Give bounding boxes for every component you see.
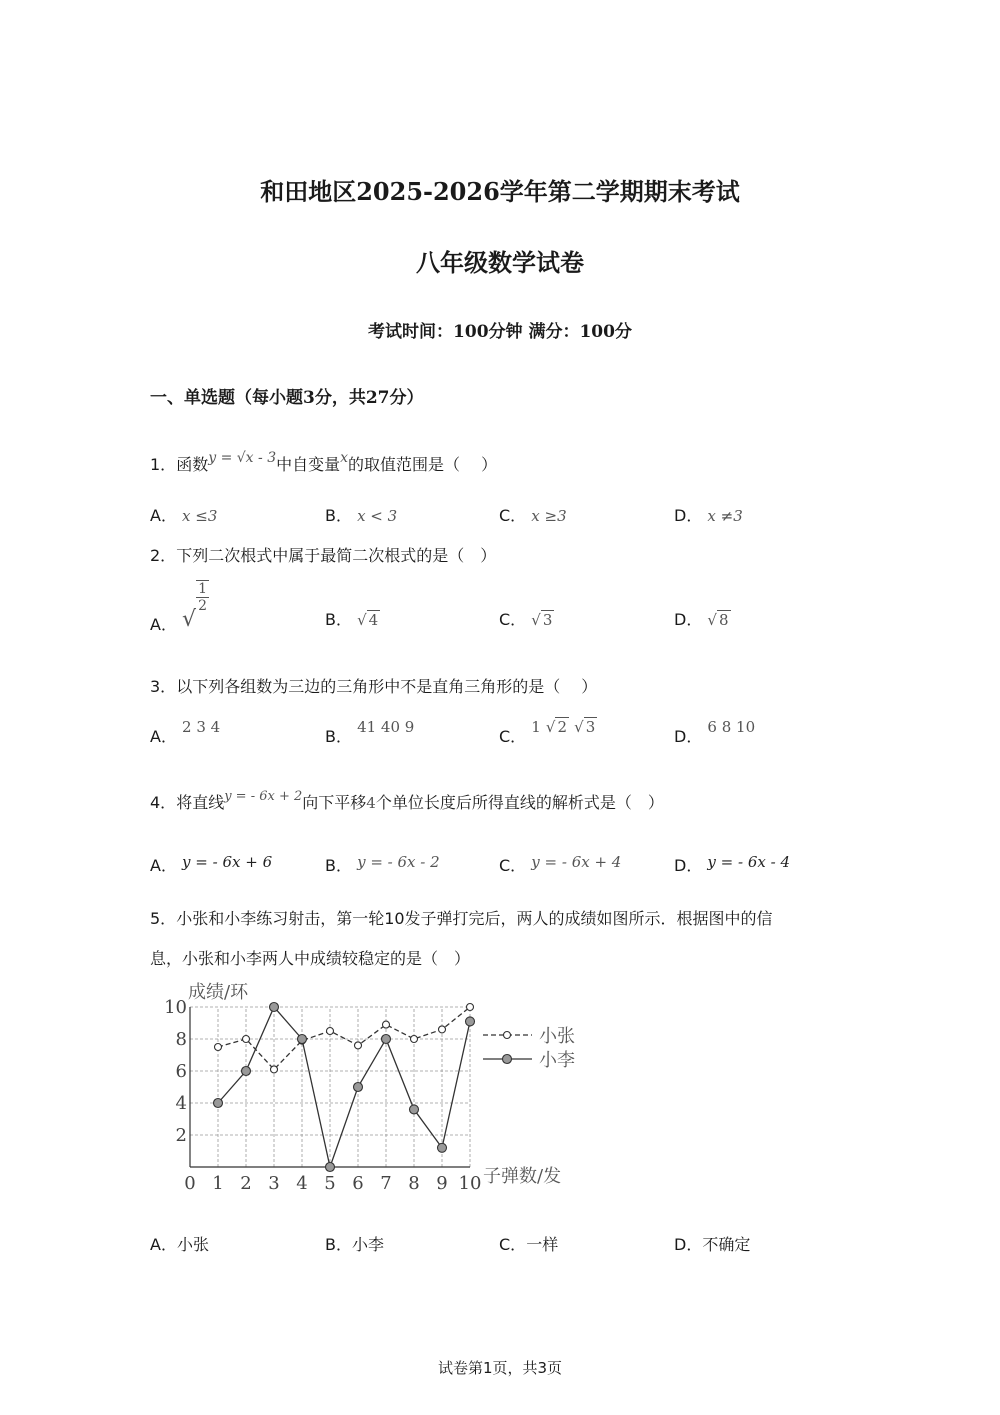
radical-sign: √	[707, 611, 717, 629]
option-label: B．	[325, 1235, 352, 1254]
amount: 4	[366, 794, 376, 812]
formula: y = √x - 3	[208, 450, 277, 466]
question-5-line-1	[150, 906, 773, 929]
option-c[interactable]	[499, 718, 597, 747]
option-label: C．	[499, 506, 527, 525]
exam-title: 和田地区2025-2026学年第二学期期末考试	[260, 177, 740, 206]
value-one: 1	[531, 718, 541, 736]
option-label: A．	[150, 1235, 177, 1254]
data-point	[215, 1044, 222, 1051]
data-point	[355, 1042, 362, 1049]
data-point	[467, 1004, 474, 1011]
option-value: x < 3	[357, 507, 398, 525]
option-a[interactable]	[150, 580, 209, 634]
option-label: D．	[674, 1235, 703, 1254]
question-text: 中自变量	[276, 455, 341, 474]
y-tick-label: 2	[175, 1125, 187, 1146]
option-label: C．	[499, 1235, 527, 1254]
data-point	[298, 1035, 307, 1044]
option-value: 6 8 10	[707, 718, 756, 736]
data-point	[243, 1036, 250, 1043]
y-tick-label: 4	[175, 1093, 187, 1114]
data-point	[382, 1035, 391, 1044]
data-point	[383, 1021, 390, 1028]
option-d[interactable]	[674, 718, 756, 747]
option-label: D．	[674, 610, 703, 629]
radical-sign: √	[182, 606, 197, 632]
fraction	[196, 580, 209, 614]
question-text: 下列二次根式中属于最简二次根式的是（ ）	[176, 546, 497, 565]
data-point	[354, 1083, 363, 1092]
option-value: y = - 6x + 6	[182, 853, 273, 871]
option-value: 2 3 4	[182, 718, 221, 736]
series-line-小张	[218, 1007, 470, 1069]
option-value: 3	[542, 611, 553, 629]
option-b[interactable]	[325, 503, 397, 526]
x-tick-label: 6	[352, 1173, 364, 1193]
chart-ticks	[164, 997, 481, 1193]
legend-label: 小张	[539, 1026, 575, 1047]
data-point	[466, 1017, 475, 1026]
question-text: 函数	[176, 455, 209, 474]
question-text: 的取值范围是（ ）	[348, 455, 498, 474]
option-label: C．	[499, 610, 527, 629]
option-value: x ≠3	[707, 507, 743, 525]
question-number: 5．	[150, 909, 177, 928]
option-a[interactable]	[150, 1232, 209, 1255]
option-c[interactable]	[499, 853, 621, 876]
question-number: 2．	[150, 546, 177, 565]
option-d[interactable]	[674, 607, 731, 630]
option-value: y = - 6x - 4	[707, 853, 790, 871]
question-text: 小张和小李练习射击，第一轮10发子弹打完后，两人的成绩如图所示．根据图中的信	[176, 909, 773, 928]
option-d[interactable]	[674, 503, 743, 526]
option-label: D．	[674, 856, 703, 875]
value-root-three: 3	[585, 718, 596, 736]
x-tick-label: 7	[380, 1173, 392, 1193]
denominator: 2	[198, 598, 207, 614]
option-label: B．	[325, 610, 352, 629]
option-label: B．	[325, 506, 352, 525]
data-point	[410, 1105, 419, 1114]
option-c[interactable]	[499, 607, 554, 630]
question-5-line-2: 息，小张和小李两人中成绩较稳定的是（ ）	[150, 949, 471, 968]
section-title: 一、单选题（每小题3分，共27分）	[150, 388, 424, 408]
option-c[interactable]	[499, 503, 567, 526]
legend-marker	[503, 1055, 512, 1064]
x-tick-label: 10	[458, 1173, 482, 1193]
x-tick-label: 4	[296, 1173, 308, 1193]
data-point	[214, 1099, 223, 1108]
option-label: C．	[499, 727, 527, 746]
option-label: B．	[325, 727, 352, 746]
option-value: 8	[718, 611, 729, 629]
option-value: 小李	[351, 1235, 384, 1254]
option-b[interactable]	[325, 718, 415, 747]
option-label: B．	[325, 856, 352, 875]
option-value: y = - 6x + 4	[531, 853, 622, 871]
question-2	[150, 543, 496, 566]
option-value: x ≤3	[182, 507, 218, 525]
legend-label: 小李	[539, 1050, 575, 1071]
option-label: D．	[674, 727, 703, 746]
radical-sign: √	[531, 611, 541, 629]
question-number: 1．	[150, 455, 177, 474]
question-number: 4．	[150, 793, 177, 812]
x-tick-label: 1	[212, 1173, 224, 1193]
question-4	[150, 790, 664, 813]
exam-info: 考试时间：100分钟 满分：100分	[368, 322, 632, 342]
radical-sign: √	[357, 611, 367, 629]
data-point	[270, 1003, 279, 1012]
score-line-chart	[150, 978, 600, 1193]
data-point	[326, 1163, 335, 1172]
option-c[interactable]	[499, 1232, 558, 1255]
option-value: 41 40 9	[357, 718, 415, 736]
option-value: 不确定	[702, 1235, 751, 1254]
question-1	[150, 452, 497, 475]
option-label: A．	[150, 506, 177, 525]
option-d[interactable]	[674, 853, 790, 876]
data-point	[327, 1028, 334, 1035]
option-a[interactable]	[150, 503, 217, 526]
option-b[interactable]	[325, 1232, 384, 1255]
option-a[interactable]	[150, 718, 221, 747]
option-label: C．	[499, 856, 527, 875]
x-tick-label: 2	[240, 1173, 252, 1193]
page-footer: 试卷第1页，共3页	[437, 1359, 563, 1377]
option-value: y = - 6x - 2	[357, 853, 440, 871]
y-tick-label: 10	[164, 997, 187, 1018]
question-3	[150, 674, 597, 697]
option-value: 小张	[176, 1235, 209, 1254]
question-text: 个单位长度后所得直线的解析式是（ ）	[375, 793, 664, 812]
option-d[interactable]	[674, 1232, 750, 1255]
legend-marker	[504, 1032, 511, 1039]
y-axis-label: 成绩/环	[188, 982, 249, 1003]
radical-sign: √	[545, 718, 556, 736]
option-value: 4	[368, 611, 379, 629]
series-line-小李	[218, 1007, 470, 1167]
option-value	[531, 717, 597, 736]
y-tick-label: 6	[175, 1061, 187, 1082]
question-text: 将直线	[176, 793, 225, 812]
formula: y = - 6x + 2	[224, 789, 303, 804]
value-root-two: 2	[557, 718, 568, 736]
x-tick-label: 9	[436, 1173, 448, 1193]
x-tick-label: 5	[324, 1173, 336, 1193]
option-a[interactable]	[150, 853, 272, 876]
option-b[interactable]	[325, 853, 440, 876]
chart-series	[214, 1003, 475, 1172]
variable: x	[340, 450, 349, 466]
option-label: A．	[150, 727, 177, 746]
x-tick-label: 3	[268, 1173, 280, 1193]
data-point	[438, 1143, 447, 1152]
chart-legend	[483, 1026, 575, 1071]
x-axis-label: 子弹数/发	[483, 1166, 562, 1187]
x-tick-label: 0	[184, 1173, 196, 1193]
option-label: A．	[150, 614, 177, 634]
question-text: 以下列各组数为三边的三角形中不是直角三角形的是（ ）	[176, 677, 598, 696]
exam-subtitle: 八年级数学试卷	[416, 248, 584, 277]
radical-sign: √	[574, 718, 584, 736]
data-point	[242, 1067, 251, 1076]
question-number: 3．	[150, 677, 177, 696]
x-tick-label: 8	[408, 1173, 420, 1193]
data-point	[271, 1066, 278, 1073]
question-text: 向下平移	[302, 793, 367, 812]
option-label: D．	[674, 506, 703, 525]
option-value: 一样	[526, 1235, 559, 1254]
option-label: A．	[150, 856, 177, 875]
y-tick-label: 8	[175, 1029, 187, 1050]
option-b[interactable]	[325, 607, 380, 630]
option-value: x ≥3	[531, 507, 567, 525]
numerator: 1	[198, 581, 207, 597]
data-point	[411, 1036, 418, 1043]
data-point	[439, 1026, 446, 1033]
